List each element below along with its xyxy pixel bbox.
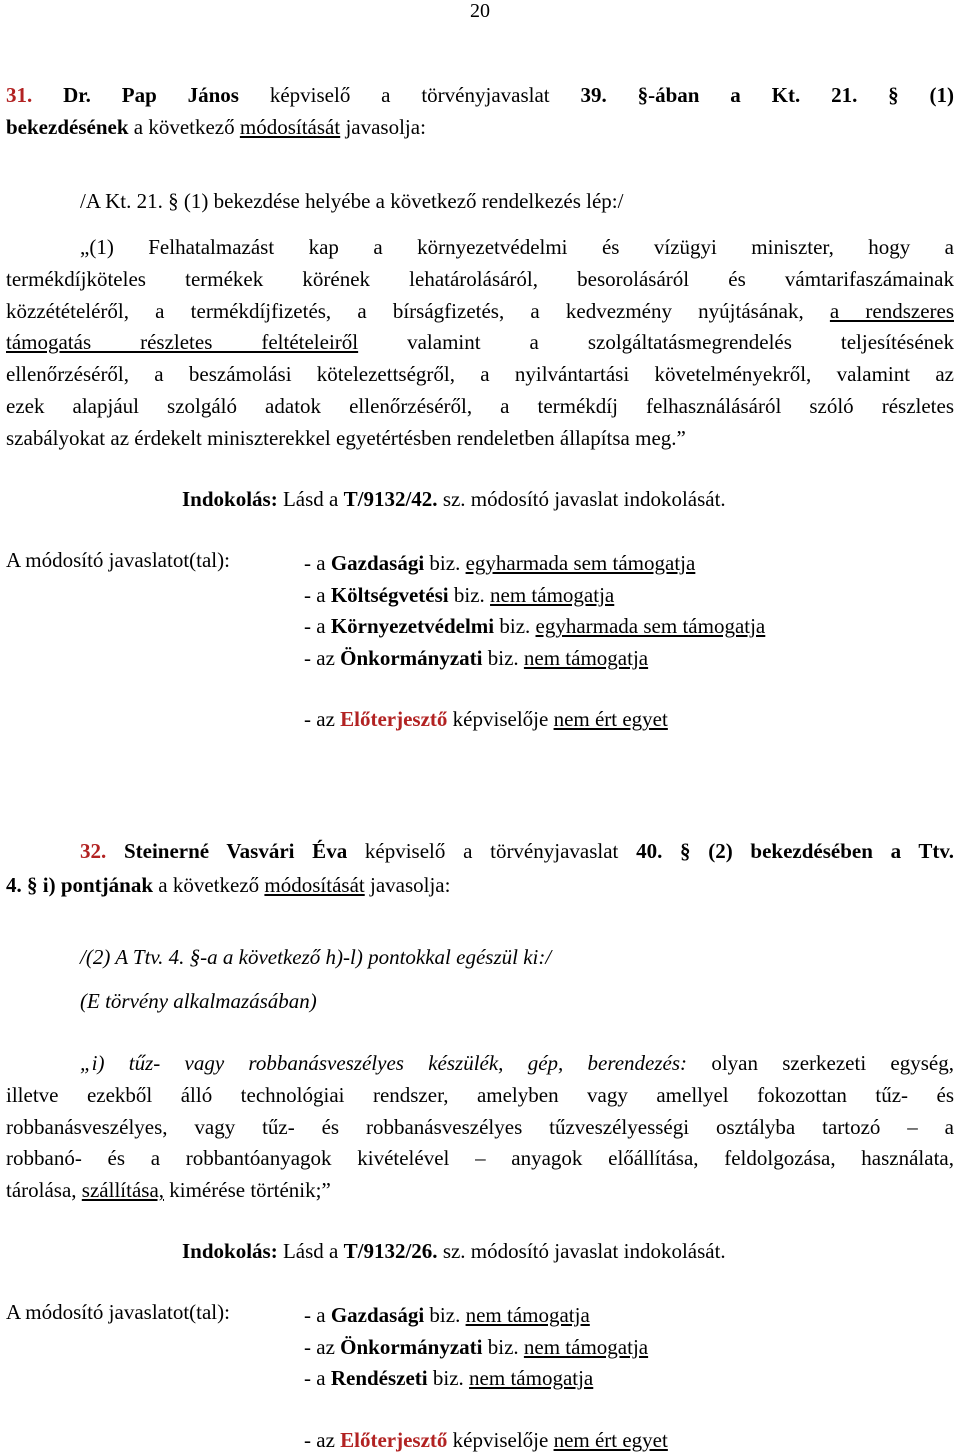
item31-body-row: termékdíjköteles termékek körének lehatárolásáról, besorolásáról és vámtarifaszámainak [6,266,954,291]
committee-name: Önkormányzati [340,645,483,670]
vote-suffix: képviselője [452,707,549,732]
item31-body-row: ezek alapjául szolgáló adatok ellenőrzéséről, a termékdíj felhasználásáról szóló részletes [6,393,954,418]
item31-number: 31. [6,83,33,107]
vote-row [304,1332,668,1364]
reason-text: Lásd a [282,487,339,511]
committee-name: Önkormányzati [340,1334,483,1359]
item32-body-row: robbanásveszélyes, vagy tűz- és robbanásveszélyes tűzveszélyességi osztályba tartozó – a [6,1114,954,1139]
committee-name: Gazdasági [330,551,425,575]
vote-row [304,611,765,643]
reason-text: Lásd a [282,1239,339,1263]
item31-header-text2: a következő [133,115,235,139]
item31-header-bold: bekezdésének [6,115,129,139]
item31-body-text: közzétételéről, a termékdíjfizetés, a bírságfizetés, a kedvezmény nyújtásának, [6,298,804,323]
item32-header-text2: a következő [158,873,260,897]
vote-decision: nem ért egyet [553,1427,668,1452]
vote-row [304,1363,668,1395]
committee-name: Gazdasági [330,1303,425,1327]
item31-header-line1 [6,82,954,108]
vote-row [304,548,765,580]
item31-header-line2 [6,114,954,140]
vote-decision: nem támogatja [469,1366,594,1391]
item31-header-text3: javasolja: [345,115,426,139]
item31-header-text: képviselő a törvényjavaslat [269,83,550,107]
item32-body-text: kimérése történik;” [169,1178,331,1203]
item31-body-row [6,296,954,328]
vote-row [304,580,765,612]
item32-target: 40. § (2) bekezdésében a Ttv. [636,839,955,863]
item32-proposer: Steinerné Vasvári Éva [123,839,348,863]
committee-name: Költségvetési [330,582,449,607]
item32-header-underlined: módosítását [264,873,365,897]
item32-vote-label: A módosító javaslatot(tal): [6,1300,230,1324]
item31-body-row: szabályokat az érdekelt miniszterekkel egyetértésben rendeletben állapítsa meg.” [6,425,686,450]
item31-header-underlined: módosítását [239,115,341,139]
item32-header-bold: 4. § i) pontjának [6,873,154,897]
reason-text: sz. módosító javaslat indokolását. [442,1239,726,1263]
item32-header-line1 [80,838,954,864]
item32-body-row: robbanó- és a robbantóanyagok kivételével – anyagok előállítása, feldolgozása, használata, [6,1146,954,1171]
item31-target: 39. §-ában a Kt. 21. § (1) [580,83,955,107]
vote-decision: nem ért egyet [553,707,668,732]
vote-decision: nem támogatja [523,645,649,670]
vote-decision: egyharmada sem támogatja [465,551,696,575]
vote-prefix: - az [304,1427,335,1452]
item32-body-row: illetve ezekből álló technológiai rendszer, amelyben vagy amellyel fokozottan tűz- és [6,1082,954,1107]
item32-body-italic: „i) tűz- vagy robbanásveszélyes készülék, gép, berendezés: [80,1051,688,1075]
item32-number: 32. [80,839,107,863]
item32-header-text3: javasolja: [369,873,451,897]
reason-label: Indokolás: [182,1239,278,1263]
vote-prefix: - a [304,551,326,575]
vote-prefix: - a [304,614,326,639]
item32-body-text: tárolása, [6,1178,77,1203]
vote-suffix: biz. [453,582,485,607]
item31-body-text: valamint a szolgáltatásmegrendelés teljesítésének [407,330,954,355]
vote-suffix: biz. [499,614,531,639]
vote-decision: egyharmada sem támogatja [535,614,766,639]
proposer-row [304,704,765,736]
vote-suffix: képviselője [452,1427,549,1452]
item32-votes [304,1300,668,1456]
item31-body-row: „(1) Felhatalmazást kap a környezetvédelmi és vízügyi miniszter, hogy a [80,235,954,259]
vote-row [304,643,765,675]
page-number: 20 [470,0,490,22]
proposer-name: Előterjesztő [340,1427,448,1452]
item32-header-line2 [6,872,954,898]
item31-reason [182,486,954,512]
item31-proposer: Dr. Pap János [63,83,239,107]
item32-body [6,1048,954,1207]
item31-underlined-text: támogatás részletes feltételeiről [6,330,359,355]
vote-suffix: biz. [429,1303,461,1327]
item32-body-row [6,1048,954,1080]
vote-suffix: biz. [429,551,461,575]
vote-suffix: biz. [487,645,519,670]
vote-prefix: - a [304,1303,326,1327]
item31-votes [304,548,765,736]
item31-vote-label: A módosító javaslatot(tal): [6,548,230,572]
item31-intro: /A Kt. 21. § (1) bekezdése helyébe a következő rendelkezés lép:/ [80,189,624,213]
item32-body-row [6,1175,954,1207]
proposer-name: Előterjesztő [340,707,448,732]
vote-decision: nem támogatja [523,1334,649,1359]
item31-body [6,232,954,455]
vote-decision: nem támogatja [490,582,615,607]
item31-body-row [6,327,954,359]
vote-prefix: - az [304,645,335,670]
item32-body-text: olyan szerkezeti egység, [711,1051,954,1075]
vote-prefix: - az [304,1334,335,1359]
vote-prefix: - a [304,582,326,607]
item31-underlined-text: a rendszeres [829,298,954,323]
vote-prefix: - az [304,707,335,732]
committee-name: Környezetvédelmi [330,614,495,639]
committee-name: Rendészeti [330,1366,428,1391]
reason-ref: T/9132/26. [343,1239,438,1263]
reason-text: sz. módosító javaslat indokolását. [442,487,726,511]
item32-header-text: képviselő a törvényjavaslat [364,839,619,863]
vote-prefix: - a [304,1366,326,1391]
vote-decision: nem támogatja [465,1303,590,1327]
reason-ref: T/9132/42. [343,487,438,511]
vote-suffix: biz. [487,1334,519,1359]
reason-label: Indokolás: [182,487,278,511]
proposer-row [304,1425,668,1456]
vote-suffix: biz. [432,1366,464,1391]
item31-body-row: ellenőrzéséről, a beszámolási kötelezettségről, a nyilvántartási követelményekről, valamint az [6,362,954,387]
item32-intro: /(2) A Ttv. 4. §-a a következő h)-l) pontokkal egészül ki:/ [80,945,552,969]
vote-row [304,1300,668,1332]
item32-underlined-text: szállítása, [81,1178,165,1203]
item32-intro2: (E törvény alkalmazásában) [80,989,317,1013]
item32-reason [182,1238,954,1264]
